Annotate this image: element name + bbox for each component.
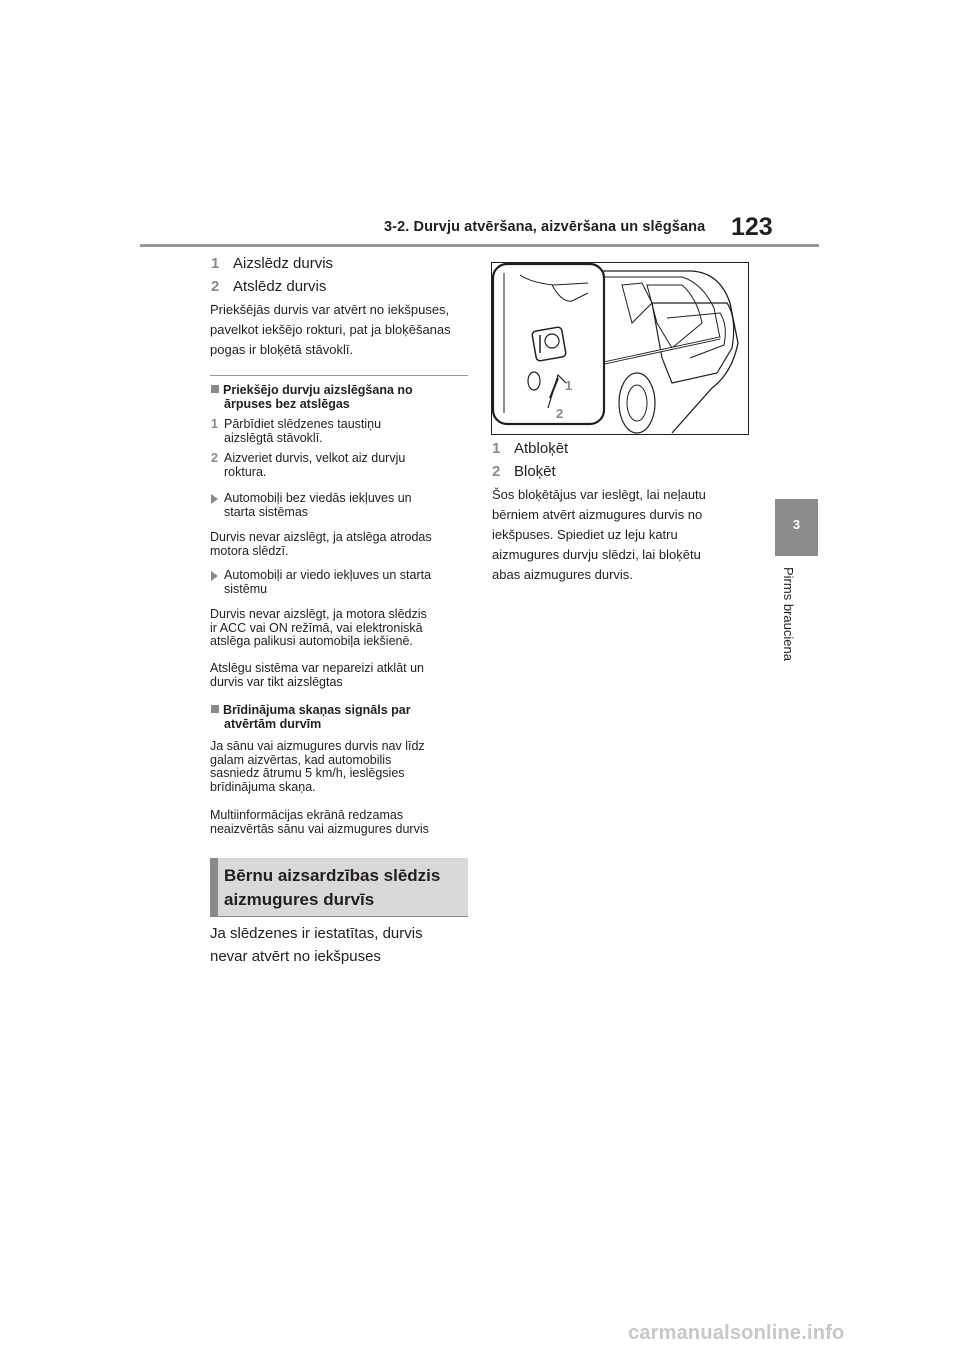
child-lock-illustration <box>491 262 749 435</box>
square-bullet-icon <box>211 385 219 393</box>
warning-paragraph: Ja sānu vai aizmugures durvis nav līdz galam aizvērtas, kad automobilis sasniedz ātrumu 5 km/h, ieslēgsies brīdinājuma skaņa. <box>210 739 425 794</box>
heading-accent-bar <box>210 858 218 916</box>
case1-text: Durvis nevar aizslēgt, ja atslēga atrodas motora slēdzī. <box>210 530 432 558</box>
section-divider <box>210 375 468 376</box>
chapter-label: Pirms brauciena <box>781 567 796 661</box>
case-with-smart-entry: Automobiļi ar viedo iekļuves un starta sistēmu <box>211 569 473 596</box>
child-lock-paragraph: Šos bloķētājus var ieslēgt, lai neļautu bērniem atvērt aizmugures durvis no iekšpuses. Spiediet uz leju katru aizmugures durvju slēdzi, lai bloķētu abas aizmugures durvis. <box>492 487 706 582</box>
display-paragraph: Multiinformācijas ekrānā redzamas neaizvērtās sānu vai aizmugures durvis <box>210 808 429 836</box>
page-number: 123 <box>731 213 773 241</box>
step-number: 1 <box>211 255 220 272</box>
child-lock-intro: Ja slēdzenes ir iestatītas, durvis nevar atvērt no iekšpuses <box>210 925 423 965</box>
sub-step: 2 Aizveriet durvis, velkot aiz durvju roktura. <box>211 451 406 479</box>
watermark-text: carmanualsonline.info <box>628 1322 845 1344</box>
step-number: 2 <box>211 278 220 295</box>
header-divider <box>140 244 819 247</box>
step-number: 2 <box>492 463 501 480</box>
step-lock-child <box>492 463 556 480</box>
intro-paragraph: Priekšējās durvis var atvērt no iekšpuses, pavelkot iekšējo rokturi, pat ja bloķēšanas pogas ir bloķētā stāvoklī. <box>210 302 451 357</box>
step-text: Atslēdz durvis <box>233 278 327 295</box>
illustration-label-2: 2 <box>556 406 564 421</box>
step-number: 1 <box>492 440 501 457</box>
step-text: Atbloķēt <box>514 440 569 457</box>
step-lock <box>211 255 333 272</box>
car-door-drawing <box>492 263 748 434</box>
sub-step: 1 Pārbīdiet slēdzenes taustiņu aizslēgtā stāvoklī. <box>211 417 382 445</box>
square-bullet-icon <box>211 705 219 713</box>
chapter-number: 3 <box>792 517 801 532</box>
case2-text: Durvis nevar aizslēgt, ja motora slēdzis ir ACC vai ON režīmā, vai elektroniskā atslēga palikusi automobiļa iekšienē. <box>210 607 427 648</box>
triangle-bullet-icon <box>211 571 218 581</box>
section-heading-door-warning: Brīdinājuma skaņas signāls par atvērtām durvīm <box>211 703 473 731</box>
step-unlock-child <box>492 440 568 457</box>
step-text: Bloķēt <box>514 463 556 480</box>
chapter-tab <box>775 499 818 556</box>
section-title: 3-2. Durvju atvēršana, aizvēršana un slēgšana <box>384 219 706 235</box>
triangle-bullet-icon <box>211 494 218 504</box>
step-unlock <box>211 278 326 295</box>
step-text: Aizslēdz durvis <box>233 255 334 272</box>
heading-divider <box>210 916 468 917</box>
section-heading-front-locking: Priekšējo durvju aizslēgšana no ārpuses bez atslēgas <box>211 383 473 411</box>
illustration-label-1: 1 <box>565 378 573 393</box>
chapter-label-container <box>779 567 813 697</box>
child-lock-heading: Bērnu aizsardzības slēdzis aizmugures durvīs <box>210 858 468 916</box>
case-without-smart-entry: Automobiļi bez viedās iekļuves un starta sistēmas <box>211 492 473 519</box>
note-text: Atslēgu sistēma var nepareizi atklāt un durvis var tikt aizslēgtas <box>210 661 424 689</box>
